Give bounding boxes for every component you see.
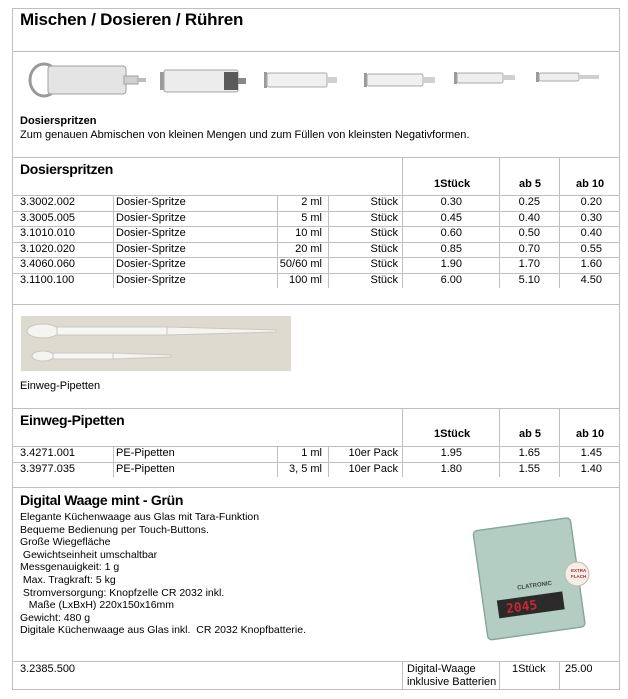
cell-sku: 3.4271.001	[20, 447, 76, 459]
cell-size: 100 ml	[288, 273, 322, 286]
cell-p5: 1.55	[518, 462, 540, 475]
cell-name: Dosier-Spritze	[116, 273, 186, 286]
scale-product-line1: Digital-Waage	[407, 663, 476, 675]
column-divider	[559, 157, 560, 195]
cell-p5: 1.65	[518, 447, 540, 459]
column-divider	[559, 661, 560, 690]
cell-sku: 3.4060.060	[20, 258, 76, 270]
page-title: Mischen / Dosieren / Rühren	[20, 10, 244, 29]
cell-name: Dosier-Spritze	[116, 258, 186, 270]
cell-p10: 0.30	[580, 211, 602, 224]
scale-description-line: Bequeme Bedienung per Touch-Buttons.	[20, 523, 209, 536]
scale-description-line: Stromversorgung: Knopfzelle CR 2032 inkl.	[20, 586, 225, 599]
syringes-image	[14, 56, 614, 106]
cell-size: 1 ml	[301, 447, 322, 459]
syringes-table-title: Dosierspritzen	[20, 161, 114, 177]
scale-description-line: Digitale Küchenwaage aus Glas inkl. CR 2032 Knopfbatterie.	[20, 624, 307, 637]
scale-description-line: Gewichtseinheit umschaltbar	[20, 548, 158, 561]
cell-p5: 0.70	[518, 242, 540, 255]
scale-image	[468, 508, 598, 648]
cell-p10: 0.40	[580, 227, 602, 239]
cell-p10: 0.55	[580, 242, 602, 255]
pipettes-caption: Einweg-Pipetten	[20, 380, 101, 392]
cell-unit: Stück	[370, 258, 398, 270]
column-divider	[499, 661, 500, 690]
cell-p5: 0.40	[518, 211, 540, 224]
column-divider	[402, 257, 403, 273]
cell-sku: 3.1100.100	[20, 273, 75, 286]
cell-p10: 4.50	[580, 273, 602, 286]
table-row	[12, 242, 620, 257]
cell-size: 10 ml	[295, 227, 322, 239]
cell-sku: 3.3977.035	[20, 462, 76, 475]
col-header-from-5: ab 5	[519, 178, 542, 190]
cell-p1: 6.00	[440, 273, 462, 286]
table-row	[12, 462, 620, 477]
scale-description-line: Messgenauigkeit: 1 g	[20, 561, 120, 574]
column-divider	[499, 408, 500, 446]
column-divider	[402, 157, 403, 195]
col-header-1-piece: 1Stück	[434, 428, 471, 440]
cell-p1: 0.30	[440, 196, 462, 208]
cell-sku: 3.3002.002	[20, 196, 76, 208]
scale-sku: 3.2385.500	[20, 663, 76, 675]
column-divider	[402, 462, 403, 478]
cell-p1: 1.90	[440, 258, 462, 270]
column-divider	[402, 408, 403, 446]
cell-p10: 1.40	[580, 462, 602, 475]
cell-sku: 3.1010.010	[20, 227, 76, 239]
pipettes-table-title: Einweg-Pipetten	[20, 412, 125, 428]
scale-description-line: Elegante Küchenwaage aus Glas mit Tara-Funktion	[20, 511, 260, 523]
cell-unit: Stück	[370, 273, 398, 286]
cell-name: PE-Pipetten	[116, 447, 175, 459]
divider	[12, 661, 620, 662]
syringes-intro-title: Dosierspritzen	[20, 115, 97, 127]
column-divider	[499, 157, 500, 195]
cell-unit: Stück	[370, 227, 398, 239]
divider	[12, 157, 620, 158]
scale-display-value: 2045	[505, 598, 539, 618]
cell-name: Dosier-Spritze	[116, 196, 186, 208]
col-header-from-10: ab 10	[576, 428, 605, 440]
cell-p1: 0.45	[440, 211, 462, 224]
cell-name: Dosier-Spritze	[116, 211, 186, 224]
table-row	[12, 195, 620, 210]
scale-qty: 1Stück	[512, 663, 546, 675]
cell-unit: 10er Pack	[348, 447, 398, 459]
table-row	[12, 273, 620, 288]
scale-product-line2: inklusive Batterien	[407, 676, 497, 688]
column-divider	[402, 446, 403, 462]
cell-p5: 1.70	[518, 258, 540, 270]
scale-description-line: Große Wiegefläche	[20, 536, 111, 549]
divider	[12, 408, 620, 409]
scale-brand-logo: CLATRONIC	[516, 580, 553, 592]
scale-description-line: Maße (LxBxH) 220x150x16mm	[20, 599, 175, 612]
syringe-2ml-image	[536, 72, 599, 82]
cell-p10: 0.20	[580, 196, 602, 208]
col-header-from-5: ab 5	[519, 428, 542, 440]
column-divider	[402, 195, 403, 211]
table-row	[12, 211, 620, 226]
column-divider	[559, 408, 560, 446]
cell-sku: 3.3005.005	[20, 211, 76, 224]
column-divider	[402, 226, 403, 242]
divider	[12, 487, 620, 488]
cell-p1: 0.85	[440, 242, 462, 255]
cell-size: 5 ml	[301, 211, 322, 224]
cell-unit: 10er Pack	[348, 462, 398, 475]
syringe-100ml-image	[30, 64, 146, 96]
cell-p5: 5.10	[518, 273, 540, 286]
cell-size: 20 ml	[295, 242, 322, 255]
cell-unit: Stück	[370, 211, 398, 224]
table-row	[12, 226, 620, 241]
column-divider	[402, 661, 403, 690]
cell-p10: 1.60	[580, 258, 602, 270]
divider	[12, 304, 620, 305]
syringe-20ml-image	[264, 72, 337, 88]
cell-unit: Stück	[370, 196, 398, 208]
column-divider	[402, 273, 403, 289]
syringe-10ml-image	[364, 73, 435, 87]
cell-unit: Stück	[370, 242, 398, 255]
table-row	[12, 446, 620, 461]
extra-flat-badge-line2: FLACH	[571, 574, 587, 579]
scale-price: 25.00	[565, 663, 593, 675]
cell-size: 2 ml	[301, 196, 322, 208]
cell-p5: 0.25	[518, 196, 540, 208]
divider	[12, 51, 620, 52]
cell-p1: 0.60	[440, 227, 462, 239]
table-row	[12, 257, 620, 272]
cell-p10: 1.45	[580, 447, 602, 459]
cell-p5: 0.50	[518, 227, 540, 239]
syringes-intro-text: Zum genauen Abmischen von kleinen Mengen und zum Füllen von kleinsten Negativformen.	[20, 129, 470, 141]
column-divider	[402, 242, 403, 258]
extra-flat-badge-line1: EXTRA	[571, 568, 587, 573]
scale-title: Digital Waage mint - Grün	[20, 492, 184, 508]
cell-name: Dosier-Spritze	[116, 227, 186, 239]
column-divider	[402, 211, 403, 227]
col-header-from-10: ab 10	[576, 178, 605, 190]
cell-p1: 1.80	[440, 462, 462, 475]
col-header-1-piece: 1Stück	[434, 178, 471, 190]
cell-size: 3, 5 ml	[288, 462, 322, 475]
pipettes-image	[21, 316, 291, 371]
syringe-60ml-image	[160, 70, 246, 92]
cell-size: 50/60 ml	[279, 258, 322, 270]
cell-name: PE-Pipetten	[116, 462, 175, 475]
cell-p1: 1.95	[440, 447, 462, 459]
cell-name: Dosier-Spritze	[116, 242, 186, 255]
cell-sku: 3.1020.020	[20, 242, 76, 255]
scale-description-line: Max. Tragkraft: 5 kg	[20, 574, 116, 586]
scale-description-line: Gewicht: 480 g	[20, 611, 91, 624]
syringe-5ml-image	[454, 72, 515, 84]
